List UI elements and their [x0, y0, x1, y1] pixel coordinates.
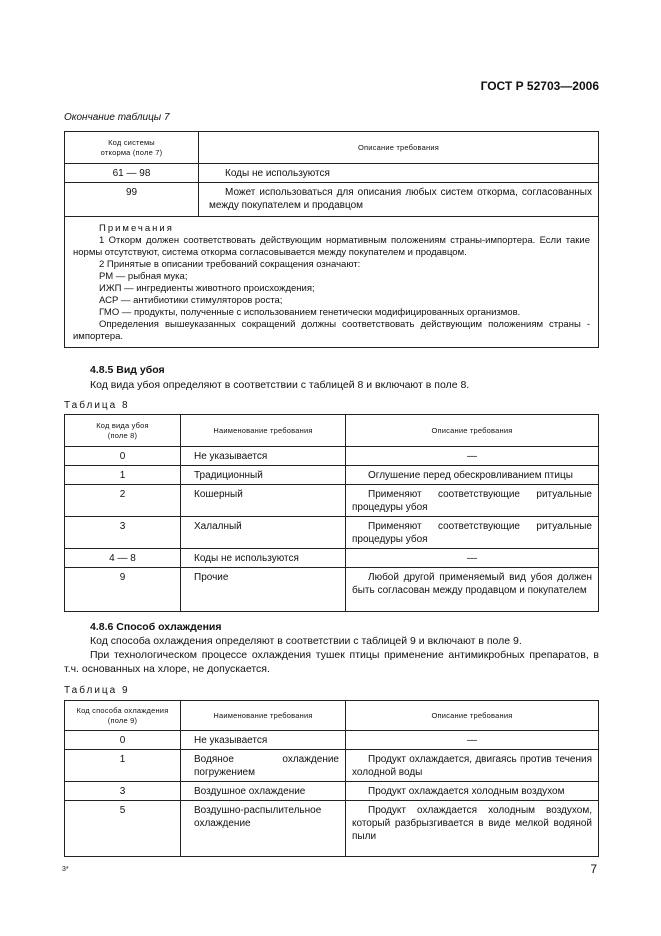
table8-name: Кошерный [181, 485, 346, 517]
table9-header-code: Код способа охлаждения (поле 9) [65, 701, 181, 731]
note-item: Определения вышеуказанных сокращений должны соответствовать действующим положениям страны - импортера. [73, 319, 590, 342]
section-text-4-8-6-b: При технологическом процессе охлаждения тушек птицы применение антимикробных препаратов, в т.ч. основанных на хлоре, не допускается. [64, 649, 599, 675]
section-title-4-8-5: 4.8.5 Вид убоя [90, 364, 165, 376]
table-row [65, 164, 599, 183]
table9-desc: Продукт охлаждается, двигаясь против течения холодной воды [346, 750, 599, 782]
section-title-4-8-6: 4.8.6 Способ охлаждения [90, 621, 222, 633]
table8-name: Прочие [181, 568, 346, 612]
footer-mark: 3* [62, 866, 69, 873]
table9-desc: — [346, 731, 599, 750]
table8-desc: Оглушение перед обескровливанием птицы [346, 466, 599, 485]
table8-name: Коды не используются [181, 549, 346, 568]
note-item: 1 Откорм должен соответствовать действующим нормативным положениям страны-импортера. Если такие нормы отсутствуют, система откорма согласовывается между покупателем и продавцом. [73, 235, 590, 258]
table8-name: Не указывается [181, 447, 346, 466]
table9-name: Не указывается [181, 731, 346, 750]
table8-code: 1 [65, 466, 181, 485]
table9 [64, 700, 599, 857]
table7-header-desc: Описание требования [199, 132, 599, 164]
table8-label: Таблица 8 [64, 400, 130, 411]
section-text-4-8-5: Код вида убоя определяют в соответствии с таблицей 8 и включают в поле 8. [90, 379, 470, 391]
table-row [65, 731, 599, 750]
note-item: АСР — антибиотики стимуляторов роста; [99, 295, 283, 306]
table-row [65, 549, 599, 568]
table7-desc: Может использоваться для описания любых систем откорма, согласованных между покупателем и продавцом [199, 183, 599, 217]
table-row [65, 447, 599, 466]
table9-code: 0 [65, 731, 181, 750]
table-row [65, 568, 599, 612]
table9-desc: Продукт охлаждается холодным воздухом, который разбрызгивается в виде мелкой водяной пыли [346, 801, 599, 857]
table9-code: 1 [65, 750, 181, 782]
table8-desc: — [346, 549, 599, 568]
table9-name: Воздушное охлаждение [181, 782, 346, 801]
table9-desc: Продукт охлаждается холодным воздухом [346, 782, 599, 801]
table8-name: Халалный [181, 517, 346, 549]
table-row [65, 782, 599, 801]
table8-desc: — [346, 447, 599, 466]
table9-name: Воздушно-распылительное охлаждение [181, 801, 346, 857]
table7-desc: Коды не используются [199, 164, 599, 183]
table7-code: 61 — 98 [65, 164, 199, 183]
table8-header-code: Код вида убоя (поле 8) [65, 415, 181, 447]
table8-name: Традиционный [181, 466, 346, 485]
table9-header-desc: Описание требования [346, 701, 599, 731]
table7-notes [65, 217, 599, 348]
table7-header-code: Код системы откорма (поле 7) [65, 132, 199, 164]
table8-desc: Применяют соответствующие ритуальные процедуры убоя [346, 485, 599, 517]
table8-header-name: Наименование требования [181, 415, 346, 447]
table-row [65, 183, 599, 217]
table-row [65, 485, 599, 517]
table8-code: 4 — 8 [65, 549, 181, 568]
document-id: ГОСТ Р 52703—2006 [480, 79, 599, 93]
note-item: 2 Принятые в описании требований сокращения означают: [99, 259, 361, 270]
table8-code: 9 [65, 568, 181, 612]
table9-label: Таблица 9 [64, 685, 130, 696]
table-row [65, 466, 599, 485]
page-number: 7 [590, 862, 597, 876]
table8-header-desc: Описание требования [346, 415, 599, 447]
notes-title: Примечания [99, 223, 174, 234]
table9-code: 3 [65, 782, 181, 801]
note-item: ИЖП — ингредиенты животного происхождения; [99, 283, 315, 294]
table-row [65, 517, 599, 549]
note-item: ГМО — продукты, полученные с использованием генетически модифицированных организмов. [99, 307, 521, 318]
table9-header-name: Наименование требования [181, 701, 346, 731]
table9-name: Водяное охлаждение погружением [181, 750, 346, 782]
table7-code: 99 [65, 183, 199, 217]
note-item: РМ — рыбная мука; [99, 271, 188, 282]
table8 [64, 414, 599, 612]
table9-code: 5 [65, 801, 181, 857]
table7-caption: Окончание таблицы 7 [64, 112, 170, 123]
table-row [65, 801, 599, 857]
table8-code: 0 [65, 447, 181, 466]
table8-code: 2 [65, 485, 181, 517]
table8-desc: Применяют соответствующие ритуальные процедуры убоя [346, 517, 599, 549]
table-row [65, 750, 599, 782]
table8-desc: Любой другой применяемый вид убоя должен быть согласован между продавцом и покупателем [346, 568, 599, 612]
table8-code: 3 [65, 517, 181, 549]
section-text-4-8-6-a: Код способа охлаждения определяют в соответствии с таблицей 9 и включают в поле 9. [90, 635, 522, 647]
table7 [64, 131, 599, 348]
